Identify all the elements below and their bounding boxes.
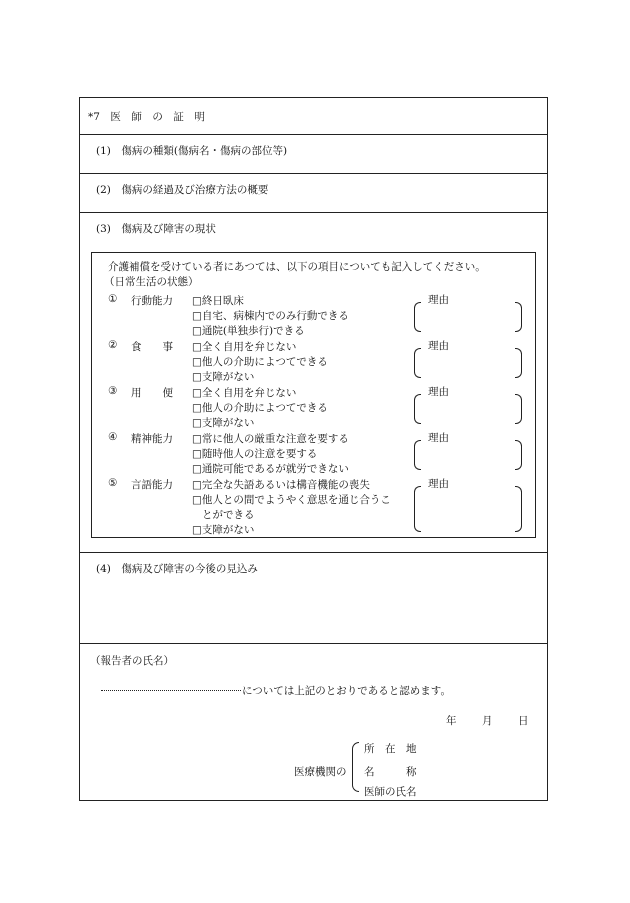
bracket-left bbox=[414, 440, 421, 470]
item-label: 食 事 bbox=[131, 341, 173, 353]
divider bbox=[79, 212, 548, 213]
checkbox-option[interactable]: □支障がない bbox=[192, 417, 255, 429]
item-number: ③ bbox=[108, 385, 118, 397]
section-1-label: (1) 傷病の種類(傷病名・傷病の部位等) bbox=[96, 145, 288, 157]
checkbox-option[interactable]: □他人の介助によつてできる bbox=[192, 356, 328, 368]
item-label: 精神能力 bbox=[131, 433, 173, 445]
checkbox-option[interactable]: □他人の介助によつてできる bbox=[192, 402, 328, 414]
checkbox-option[interactable]: □終日臥床 bbox=[192, 295, 244, 307]
checkbox-option[interactable]: □常に他人の厳重な注意を要する bbox=[192, 433, 349, 445]
bracket-right bbox=[515, 348, 522, 378]
item-number: ⑤ bbox=[108, 477, 118, 489]
reason-label: 理由 bbox=[428, 294, 449, 306]
checkbox-option-continued: とができる bbox=[202, 509, 255, 521]
bracket-right bbox=[515, 302, 522, 332]
bracket-left bbox=[414, 348, 421, 378]
bracket-left bbox=[414, 394, 421, 424]
doctor-name: 医師の氏名 bbox=[364, 786, 417, 798]
institution-brace bbox=[352, 742, 359, 792]
bracket-right bbox=[515, 440, 522, 470]
section-2-label: (2) 傷病の経過及び治療方法の概要 bbox=[96, 184, 269, 196]
bracket-right bbox=[515, 394, 522, 424]
care-intro: 介護補償を受けている者にあつては、以下の項目についても記入してください。 bbox=[108, 261, 486, 273]
item-label: 用 便 bbox=[131, 387, 173, 399]
reporter-name-line[interactable] bbox=[101, 690, 241, 691]
institution-address: 所 在 地 bbox=[364, 743, 417, 755]
checkbox-option[interactable]: □支障がない bbox=[192, 371, 255, 383]
reason-label: 理由 bbox=[428, 340, 449, 352]
institution-name: 名 称 bbox=[364, 766, 417, 778]
checkbox-option[interactable]: □自宅、病棟内でのみ行動できる bbox=[192, 310, 349, 322]
checkbox-option[interactable]: □支障がない bbox=[192, 524, 255, 536]
reason-label: 理由 bbox=[428, 432, 449, 444]
date-month: 月 bbox=[482, 715, 493, 727]
checkbox-option[interactable]: □他人との間でようやく意思を通じ合うこ bbox=[192, 494, 391, 506]
divider bbox=[79, 643, 548, 644]
checkbox-option[interactable]: □通院(単独歩行)できる bbox=[192, 325, 305, 337]
checkbox-option[interactable]: □随時他人の注意を要する bbox=[192, 448, 318, 460]
reason-label: 理由 bbox=[428, 478, 449, 490]
item-number: ① bbox=[108, 293, 118, 305]
bracket-left bbox=[414, 302, 421, 332]
divider bbox=[79, 173, 548, 174]
item-number: ④ bbox=[108, 431, 118, 443]
divider bbox=[79, 134, 548, 135]
reason-label: 理由 bbox=[428, 386, 449, 398]
section-4-label: (4) 傷病及び障害の今後の見込み bbox=[96, 563, 258, 575]
institution-label: 医療機関の bbox=[294, 766, 347, 778]
bracket-right bbox=[515, 486, 522, 532]
checkbox-option[interactable]: □全く自用を弁じない bbox=[192, 387, 297, 399]
checkbox-option[interactable]: □通院可能であるが就労できない bbox=[192, 463, 349, 475]
checkbox-option[interactable]: □全く自用を弁じない bbox=[192, 341, 297, 353]
certificate-title: *7 医 師 の 証 明 bbox=[88, 111, 205, 123]
certification-statement: については上記のとおりであると認めます。 bbox=[242, 685, 451, 697]
bracket-left bbox=[414, 486, 421, 532]
item-label: 行動能力 bbox=[131, 295, 173, 307]
item-number: ② bbox=[108, 339, 118, 351]
divider bbox=[79, 552, 548, 553]
care-subtitle: （日常生活の状態） bbox=[104, 276, 199, 288]
date-day: 日 bbox=[518, 715, 529, 727]
item-label: 言語能力 bbox=[131, 479, 173, 491]
section-3-label: (3) 傷病及び障害の現状 bbox=[96, 223, 216, 235]
checkbox-option[interactable]: □完全な失語あるいは構音機能の喪失 bbox=[192, 479, 370, 491]
date-year: 年 bbox=[446, 715, 457, 727]
reporter-label: （報告者の氏名） bbox=[90, 655, 174, 667]
